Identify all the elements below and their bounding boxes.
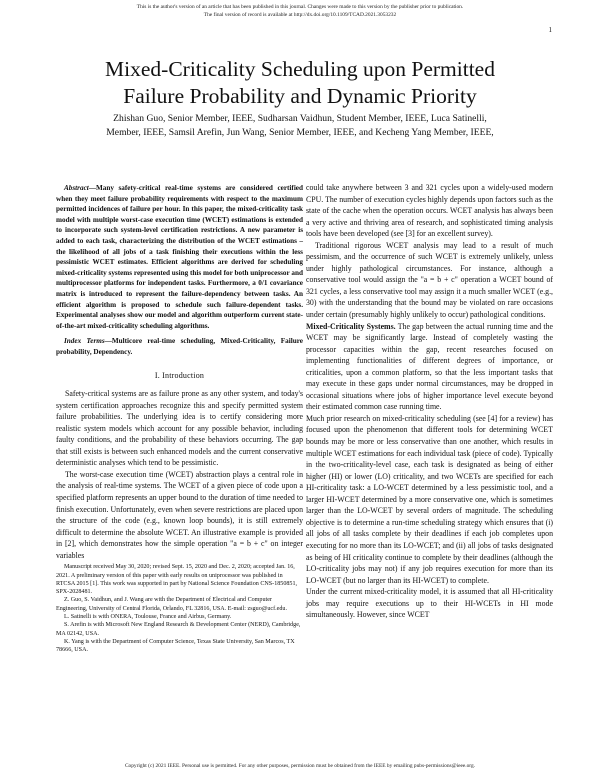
right-column <box>306 182 553 621</box>
mixed-criticality-paragraph <box>306 321 553 413</box>
footnote: K. Yang is with the Department of Computer Science, Texas State University, San Marcos, TX 78666, USA. <box>56 638 295 654</box>
footnotes <box>56 563 303 654</box>
publication-notice <box>0 3 600 19</box>
author-list-line2: Member, IEEE, Samsil Arefin, Jun Wang, Senior Member, IEEE, and Kecheng Yang Member, IEEE, <box>106 127 494 138</box>
abstract <box>56 183 303 331</box>
mixed-criticality-text: The gap between the actual running time and the WCET may be significantly large. Instead of completely wasting the processor capacities within the gap, recent researches focused on implementing functionalities of different degrees of importance, or criticalities, upon a common platform, so that the less important tasks that may execute in these gaps under normal circumstances, may be dropped in occasional situations where jobs of higher importance level execute beyond their estimated common case running time. <box>306 321 553 412</box>
footnote: S. Arefin is with Microsoft New England Research & Development Center (NERD), Cambridge, MA 02142, USA. <box>56 622 301 637</box>
continued-paragraph: could take anywhere between 3 and 321 cycles upon a widely-used modern CPU. The number of execution cycles highly depends upon factors such as the state of the cache when the operation occurs. WCET analysis has always been a very active and thriving area of research, and sophisticated timing analysis tools have been developed (see [3] for an excellent survey). <box>306 183 553 239</box>
footnote: Manuscript received May 30, 2020; revised Sept. 15, 2020 and Dec. 2, 2020; accepted Jan. 16, 2021. A preliminary version of this paper with early results on uniprocessor was published in RTCSA 2015 [1]. This work was supported in part by National Science Foundation CNS-1850851, SPX-2028481. <box>56 564 298 596</box>
traditional-wcet-paragraph: Traditional rigorous WCET analysis may lead to a result of much pessimism, and the occurrence of such WCET is extremely unlikely, unless under highly pathological circumstances. For instance, although a conservative tool would assign the "a = b + c" operation a WCET bound of 321 cycles, a less conservative tool may assign it a much smaller WCET (e.g., 30) with the understanding that the bound may be violated on rare occasions under certain (presumably highly unlikely to occur) pathological conditions. <box>306 240 553 320</box>
footnote: Z. Guo, S. Vaidhun, and J. Wang are with the Department of Electrical and Computer Engineering, University of Central Florida, Orlando, FL 32816, USA. E-mail: zsguo@ucf.edu. <box>56 597 287 612</box>
publication-notice-line2: The final version of record is available at http://dx.doi.org/10.1109/TCAD.2021.3053232 <box>203 12 397 18</box>
paper-title-line1: Mixed-Criticality Scheduling upon Permitted <box>105 57 495 81</box>
abstract-lead: Abstract <box>64 184 89 192</box>
current-model-paragraph: Under the current mixed-criticality model, it is assumed that all HI-criticality jobs may require executions up to their HI-WCETs in HI mode simultaneously. However, since WCET <box>306 587 553 620</box>
index-terms <box>56 336 303 357</box>
publication-notice-line1: This is the author's version of an article that has been published in this journal. Changes were made to this version by the publisher prior to publication. <box>136 4 464 10</box>
page-number: 1 <box>548 26 552 34</box>
abstract-text: —Many safety-critical real-time systems are considered certified when they meet failure probability requirements with respect to the maximum permitted incidences of failure per hour. In this paper, the mixed-criticality task model with multiple worst-case execution time (WCET) estimations is extended to incorporate such system-level certification restrictions. A new parameter is added to each task, characterizing the distribution of the WCET estimations – the likelihood of all jobs of a task finishing their executions within the less pessimistic WCET estimates. Efficient algorithms are derived for scheduling mixed-criticality systems represented using this model for both uniprocessor and multiprocessor platforms for independent tasks. Furthermore, a 0/1 covariance matrix is introduced to represent the failure-dependency between tasks. An efficient algorithm is proposed to schedule such failure-dependent tasks. Experimental analyses show our model and algorithm outperform current state-of-the-art mixed-criticality scheduling algorithms. <box>56 184 303 330</box>
author-list <box>40 112 560 140</box>
mixed-criticality-heading: Mixed-Criticality Systems. <box>306 321 396 331</box>
paper-title <box>40 56 560 110</box>
prior-research-paragraph: Much prior research on mixed-criticality scheduling (see [4] for a review) has focused upon the phenomenon that different tools for determining WCET bounds may be more or less conservative than one another, which results in multiple WCET estimations for each individual task (piece of code). Typically in the two-criticality-level case, each task is designated as being of either higher (HI) or lower (LO) criticality, and two WCETs are specified for each HI-criticality task: a LO-WCET determined by a less pessimistic tool, and a larger HI-WCET determined by a more conservative one, which is sometimes larger than the LO-WCET by several orders of magnitude. The scheduling objective is to determine a run-time scheduling strategy which ensures that (i) all jobs of all tasks complete by their deadlines if each job completes upon executing for no more than its LO-WCET; and (ii) all jobs of tasks designated as being of HI criticality continue to complete by their deadlines (although the LO-criticality jobs may not) if any job requires execution for more than its LO-WCET (but no larger than its HI-WCET) to complete. <box>306 413 553 585</box>
index-terms-lead: Index Terms <box>64 337 105 346</box>
introduction-paragraph-1: Safety-critical systems are as failure prone as any other system, and today's system certification approaches recognize this and specify permitted system failure probabilities. The underlying idea is to certify considering more realistic system models which account for any possible behavior, including faulty conditions, and the probability of these behaviors occurring. The gap that still exists is between such enhanced models and the current conservative deterministic analyses which tend to be pessimistic. <box>56 389 303 468</box>
footnote: L. Satinelli is with ONERA, Toulouse, France and Airbus, Germany. <box>64 614 232 621</box>
section-heading-introduction: I. Introduction <box>154 370 205 380</box>
author-list-line1: Zhishan Guo, Senior Member, IEEE, Sudharsan Vaidhun, Student Member, IEEE, Luca Satinelli, <box>113 113 487 124</box>
left-column <box>56 183 303 655</box>
introduction-paragraph-2: The worst-case execution time (WCET) abstraction plays a central role in the analysis of real-time systems. The WCET of a given piece of code upon a specified platform represents an upper bound to the duration of time needed to finish execution. Unfortunately, even when severe restrictions are placed upon the structure of the code (e.g., known loop bounds), it is still extremely difficult to determine the absolute WCET. An illustrative example is provided in [2], which demonstrates how the simple operation "a = b + c" on integer variables <box>56 469 303 560</box>
paper-title-line2: Failure Probability and Dynamic Priority <box>123 84 477 108</box>
index-terms-text: —Multicore real-time scheduling, Mixed-Criticality, Failure probability, Dependency. <box>56 337 304 356</box>
copyright-footer: Copyright (c) 2021 IEEE. Personal use is permitted. For any other purposes, permission must be obtained from the IEEE by emailing pubs-permissions@ieee.org. <box>124 763 476 769</box>
